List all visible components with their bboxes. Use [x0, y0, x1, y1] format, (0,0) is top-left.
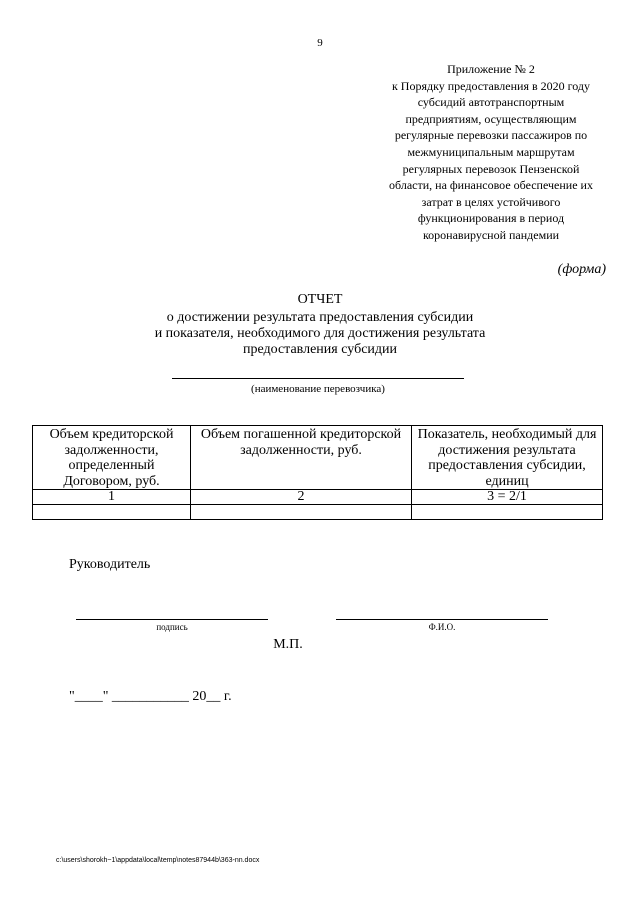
- head-label: Руководитель: [69, 557, 151, 572]
- signature-line: [76, 619, 268, 620]
- appendix-line: регулярных перевозок Пензенской: [402, 161, 580, 176]
- table-header-row: [33, 426, 603, 490]
- date-line: "____" ___________ 20__ г.: [69, 689, 232, 704]
- report-subtitle-line: предоставления субсидии: [242, 342, 398, 357]
- report-title: [0, 292, 640, 358]
- stamp-place: М.П.: [273, 637, 303, 652]
- report-subtitle-line: о достижении результата предоставления субсидии: [166, 310, 474, 325]
- appendix-line: функционирования в период: [417, 211, 565, 226]
- carrier-name-line: [172, 378, 464, 379]
- appendix-line: затрат в целях устойчивого: [421, 194, 561, 209]
- footer-file-path: c:\users\shorokh~1\appdata\local\temp\notes87944b\363-nn.docx: [56, 857, 260, 864]
- table-cell: 2: [191, 490, 412, 505]
- table-header-cell: Показатель, необходимый для достижения результата предоставления субсидии, единиц: [412, 426, 603, 490]
- table-row: [33, 505, 603, 520]
- table-cell: 1: [33, 490, 191, 505]
- table-cell: 3 = 2/1: [412, 490, 603, 505]
- appendix-line: субсидий автотранспортным: [417, 95, 565, 110]
- appendix-line: предприятиям, осуществляющим: [405, 111, 577, 126]
- report-subtitle-line: и показателя, необходимого для достижения результата: [154, 326, 486, 341]
- appendix-line: к Порядку предоставления в 2020 году: [391, 78, 591, 93]
- carrier-name-caption: (наименование перевозчика): [251, 383, 385, 395]
- appendix-line: Приложение № 2: [447, 62, 535, 76]
- appendix-line: области, на финансовое обеспечение их: [389, 178, 593, 193]
- report-heading: ОТЧЕТ: [297, 292, 343, 307]
- table-cell: [191, 505, 412, 520]
- signature-caption: подпись: [156, 622, 188, 632]
- table-cell: [33, 505, 191, 520]
- table-number-row: [33, 490, 603, 505]
- form-label: (форма): [557, 262, 606, 277]
- appendix-line: коронавирусной пандемии: [422, 227, 560, 242]
- full-name-caption: Ф.И.О.: [428, 622, 456, 632]
- appendix-line: межмуниципальным маршрутам: [407, 144, 575, 159]
- report-table: [32, 425, 603, 520]
- appendix-line: регулярные перевозки пассажиров по: [394, 128, 588, 143]
- appendix-header: [372, 61, 610, 244]
- table-header-cell: Объем кредиторской задолженности, определенный Договором, руб.: [33, 426, 191, 490]
- full-name-line: [336, 619, 548, 620]
- page-number: 9: [317, 37, 323, 49]
- table-header-cell: Объем погашенной кредиторской задолженности, руб.: [191, 426, 412, 490]
- table-cell: [412, 505, 603, 520]
